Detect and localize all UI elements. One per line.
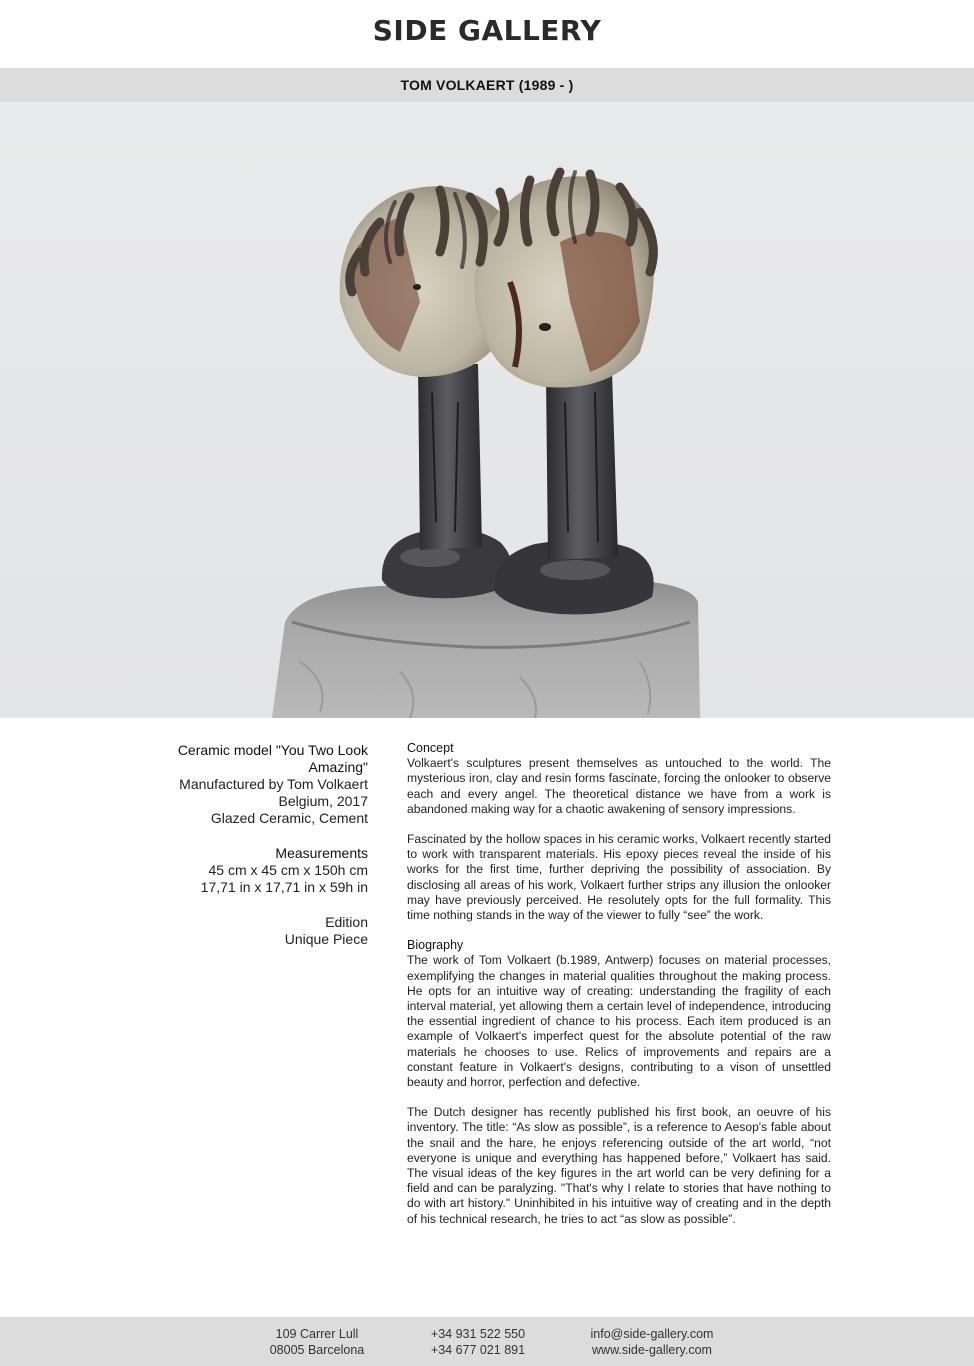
footer-street: 109 Carrer Lull	[275, 1327, 359, 1341]
measurements-cm: 45 cm x 45 cm x 150h cm	[208, 862, 368, 878]
biography-paragraph-1: The work of Tom Volkaert (b.1989, Antwerp) focuses on material processes, exemplifying the changes in material qualities throughout the making process. He opts for an intuitive way of creating: understanding the fragility of each interval material, yet allowing them a certain level of independence, introducing the essential ingredient of chance to his process. Each item produced is an example of Volkaert's imperfect quest for the absolute potential of the raw materials he chooses to use. Relics of improvements and repairs are a constant feature in Volkaert's designs, contributing to a vison of unsettled beauty and horror, perfection and defective.	[407, 953, 831, 1090]
product-title-line1: Ceramic model "You Two Look	[177, 742, 368, 758]
product-title-line2: Amazing"	[308, 759, 368, 775]
measurements-in: 17,71 in x 17,71 in x 59h in	[200, 879, 368, 895]
artist-bar	[0, 68, 974, 102]
footer-contact	[582, 1326, 722, 1358]
materials: Glazed Ceramic, Cement	[210, 810, 368, 826]
concept-paragraph-1: Volkaert's sculptures present themselves as untouched to the world. The mysterious iron, clay and resin forms fascinate, forcing the onlooker to observe each and every angel. The theoretical distance we have from a work is abandoned making way for a chaotic awakening of sensory impressions.	[407, 756, 831, 816]
footer-city: 08005 Barcelona	[269, 1343, 365, 1357]
origin: Belgium, 2017	[278, 793, 368, 809]
edition-label: Edition	[325, 914, 368, 930]
footer-phone-2[interactable]: +34 677 021 891	[430, 1343, 526, 1357]
edition-value: Unique Piece	[284, 931, 368, 947]
product-details	[140, 742, 368, 966]
artist-name: TOM VOLKAERT (1989 - )	[400, 77, 574, 93]
gallery-title: SIDE GALLERY	[372, 14, 602, 47]
biography-paragraph-2: The Dutch designer has recently published his first book, an oeuvre of his inventory. The title: “As slow as possible”, is a reference to Aesop's fable about the snail and the hare, he enjoys referencing outside of the art world, “not everyone is unique and everything has happened before,” Volkaert has said. The visual ideas of the key figures in the art world can be very defining for a field and can be paralyzing. "That's why I relate to stories that have nothing to do with art history." Uninhibited in his intuitive way of creating and in the depth of his technical research, he tries to act “as slow as possible”.	[407, 1105, 831, 1226]
concept-paragraph-2: Fascinated by the hollow spaces in his ceramic works, Volkaert recently started to work with transparent materials. His epoxy pieces reveal the inside of his works for the first time, further depriving the possibility of association. By disclosing all areas of his work, Volkaert further strips any illusion the onlooker may have previously perceived. He resolutely opts for the full formality. This time nothing stands in the way of the viewer to fully “see” the work.	[407, 832, 831, 923]
sculpture-icon	[0, 102, 974, 718]
biography-title: Biography	[407, 938, 464, 953]
footer-website[interactable]: www.side-gallery.com	[592, 1343, 712, 1357]
footer-email[interactable]: info@side-gallery.com	[590, 1327, 714, 1341]
footer-address	[262, 1326, 372, 1358]
footer-phone-1[interactable]: +34 931 522 550	[430, 1327, 526, 1341]
sculpture-photo	[0, 102, 974, 718]
footer-phones	[418, 1326, 538, 1358]
description	[407, 741, 831, 1242]
header	[0, 0, 974, 68]
manufacturer: Manufactured by Tom Volkaert	[179, 776, 368, 792]
concept-title: Concept	[407, 741, 454, 755]
footer	[0, 1317, 974, 1366]
measurements-label: Measurements	[275, 845, 368, 861]
